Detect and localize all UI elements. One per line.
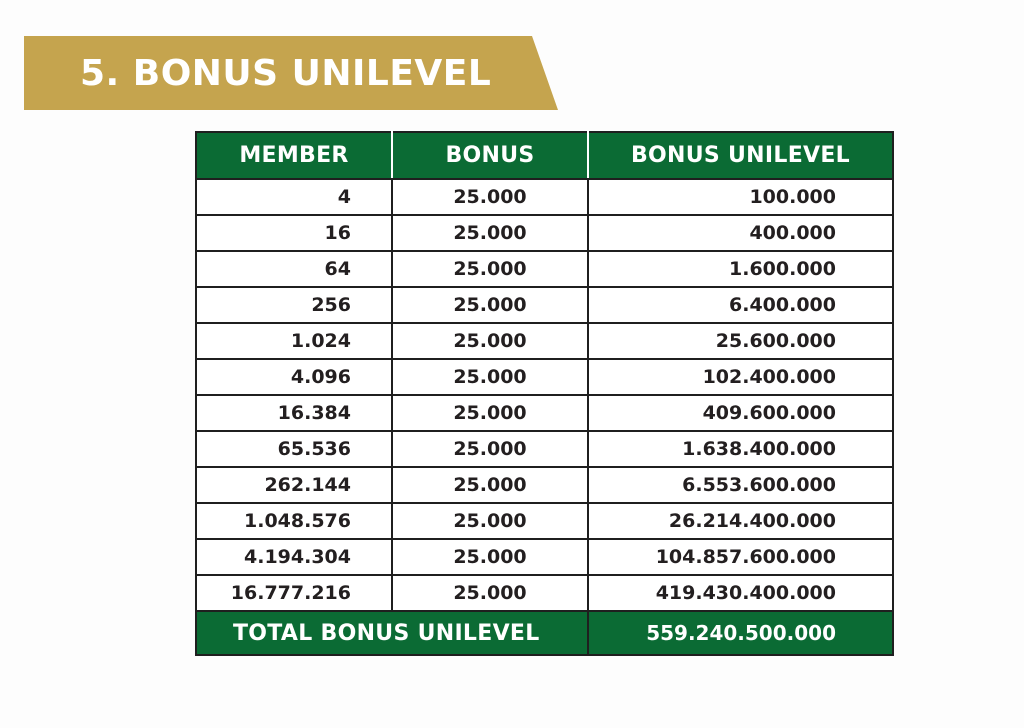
bonus-unilevel-cell: 6.553.600.000 xyxy=(588,467,893,503)
bonus-cell: 25.000 xyxy=(392,575,588,611)
member-cell: 16 xyxy=(196,215,392,251)
member-cell: 16.777.216 xyxy=(196,575,392,611)
bonus-unilevel-cell: 104.857.600.000 xyxy=(588,539,893,575)
bonus-cell: 25.000 xyxy=(392,287,588,323)
total-row xyxy=(196,611,893,655)
bonus-unilevel-cell: 1.600.000 xyxy=(588,251,893,287)
table-row xyxy=(196,575,893,611)
member-cell: 4.194.304 xyxy=(196,539,392,575)
table-header-row xyxy=(196,132,893,179)
bonus-unilevel-table xyxy=(195,131,894,656)
bonus-unilevel-cell: 25.600.000 xyxy=(588,323,893,359)
table-row xyxy=(196,359,893,395)
table-row xyxy=(196,179,893,215)
bonus-cell: 25.000 xyxy=(392,359,588,395)
member-cell: 262.144 xyxy=(196,467,392,503)
member-cell: 4.096 xyxy=(196,359,392,395)
bonus-unilevel-cell: 419.430.400.000 xyxy=(588,575,893,611)
bonus-cell: 25.000 xyxy=(392,323,588,359)
member-cell: 65.536 xyxy=(196,431,392,467)
header-bonus-unilevel: BONUS UNILEVEL xyxy=(588,132,893,179)
bonus-unilevel-cell: 102.400.000 xyxy=(588,359,893,395)
bonus-cell: 25.000 xyxy=(392,503,588,539)
table-row xyxy=(196,539,893,575)
bonus-cell: 25.000 xyxy=(392,179,588,215)
member-cell: 1.048.576 xyxy=(196,503,392,539)
total-label: TOTAL BONUS UNILEVEL xyxy=(196,611,588,655)
table-row xyxy=(196,467,893,503)
member-cell: 256 xyxy=(196,287,392,323)
bonus-unilevel-cell: 409.600.000 xyxy=(588,395,893,431)
bonus-unilevel-cell: 26.214.400.000 xyxy=(588,503,893,539)
header-bonus: BONUS xyxy=(392,132,588,179)
bonus-cell: 25.000 xyxy=(392,395,588,431)
member-cell: 1.024 xyxy=(196,323,392,359)
table-row xyxy=(196,395,893,431)
bonus-unilevel-cell: 6.400.000 xyxy=(588,287,893,323)
total-value: 559.240.500.000 xyxy=(588,611,893,655)
bonus-unilevel-cell: 100.000 xyxy=(588,179,893,215)
header-member: MEMBER xyxy=(196,132,392,179)
bonus-unilevel-cell: 1.638.400.000 xyxy=(588,431,893,467)
table-row xyxy=(196,503,893,539)
bonus-cell: 25.000 xyxy=(392,467,588,503)
member-cell: 64 xyxy=(196,251,392,287)
table-row xyxy=(196,431,893,467)
table-body xyxy=(196,179,893,611)
member-cell: 4 xyxy=(196,179,392,215)
table-row xyxy=(196,251,893,287)
bonus-cell: 25.000 xyxy=(392,539,588,575)
table-row xyxy=(196,215,893,251)
bonus-cell: 25.000 xyxy=(392,431,588,467)
bonus-cell: 25.000 xyxy=(392,215,588,251)
table-row xyxy=(196,287,893,323)
bonus-unilevel-cell: 400.000 xyxy=(588,215,893,251)
bonus-cell: 25.000 xyxy=(392,251,588,287)
page-title: 5. BONUS UNILEVEL xyxy=(80,53,492,94)
member-cell: 16.384 xyxy=(196,395,392,431)
table-row xyxy=(196,323,893,359)
